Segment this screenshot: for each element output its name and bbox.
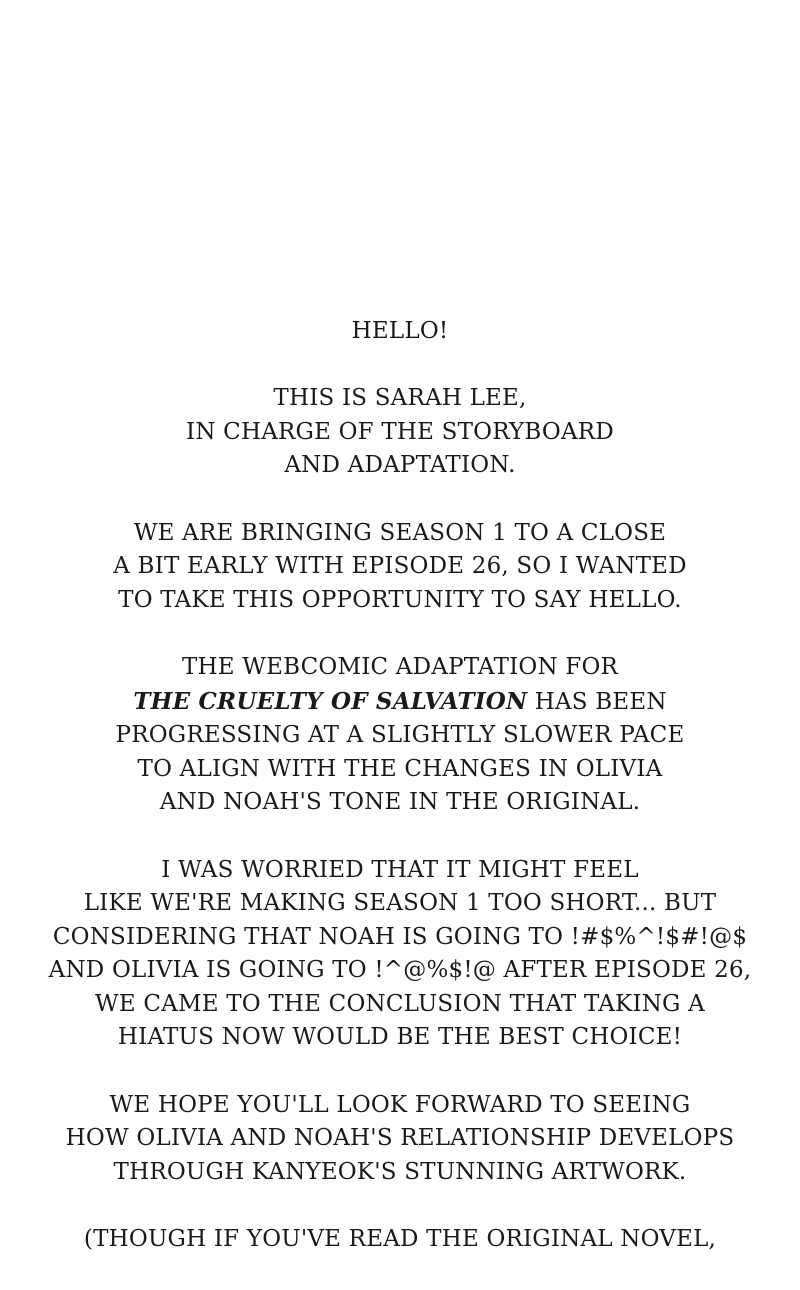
look-forward-line: THROUGH KANYEOK'S STUNNING ARTWORK. [113, 1158, 687, 1185]
greeting-paragraph [0, 315, 800, 349]
hiatus-line: I WAS WORRIED THAT IT MIGHT FEEL [161, 856, 639, 883]
season-close-paragraph [0, 517, 800, 618]
author-note [0, 315, 800, 1290]
look-forward-line: HOW OLIVIA AND NOAH'S RELATIONSHIP DEVELOPS [65, 1125, 735, 1152]
adaptation-title-line [0, 685, 800, 720]
intro-line: IN CHARGE OF THE STORYBOARD [186, 418, 614, 445]
adaptation-line: THE WEBCOMIC ADAPTATION FOR [181, 653, 619, 680]
aside-paragraph [0, 1223, 800, 1257]
look-forward-paragraph [0, 1089, 800, 1190]
adaptation-line: AND NOAH'S TONE IN THE ORIGINAL. [159, 789, 641, 816]
intro-line: AND ADAPTATION. [284, 452, 516, 479]
greeting-line: HELLO! [351, 318, 449, 344]
season-close-line: TO TAKE THIS OPPORTUNITY TO SAY HELLO. [118, 586, 682, 613]
hiatus-line: CONSIDERING THAT NOAH IS GOING TO !#$%^!$#!@$ [52, 923, 748, 950]
aside-line: (THOUGH IF YOU'VE READ THE ORIGINAL NOVEL, [83, 1226, 717, 1253]
intro-paragraph [0, 382, 800, 483]
intro-line: THIS IS SARAH LEE, [273, 385, 527, 412]
hiatus-line: LIKE WE'RE MAKING SEASON 1 TOO SHORT... BUT [83, 890, 717, 917]
adaptation-line-rest: HAS BEEN [527, 688, 667, 715]
look-forward-line: WE HOPE YOU'LL LOOK FORWARD TO SEEING [109, 1091, 691, 1118]
season-close-line: A BIT EARLY WITH EPISODE 26, SO I WANTED [113, 553, 687, 580]
season-close-line: WE ARE BRINGING SEASON 1 TO A CLOSE [133, 519, 667, 546]
adaptation-paragraph [0, 651, 800, 820]
hiatus-line: AND OLIVIA IS GOING TO !^@%$!@ AFTER EPISODE 26, [48, 957, 752, 984]
hiatus-line: HIATUS NOW WOULD BE THE BEST CHOICE! [117, 1024, 683, 1051]
hiatus-paragraph [0, 854, 800, 1056]
work-title: THE CRUELTY OF SALVATION [133, 687, 528, 715]
hiatus-line: WE CAME TO THE CONCLUSION THAT TAKING A [95, 990, 705, 1017]
adaptation-line: PROGRESSING AT A SLIGHTLY SLOWER PACE [115, 722, 685, 749]
adaptation-line: TO ALIGN WITH THE CHANGES IN OLIVIA [137, 755, 663, 782]
